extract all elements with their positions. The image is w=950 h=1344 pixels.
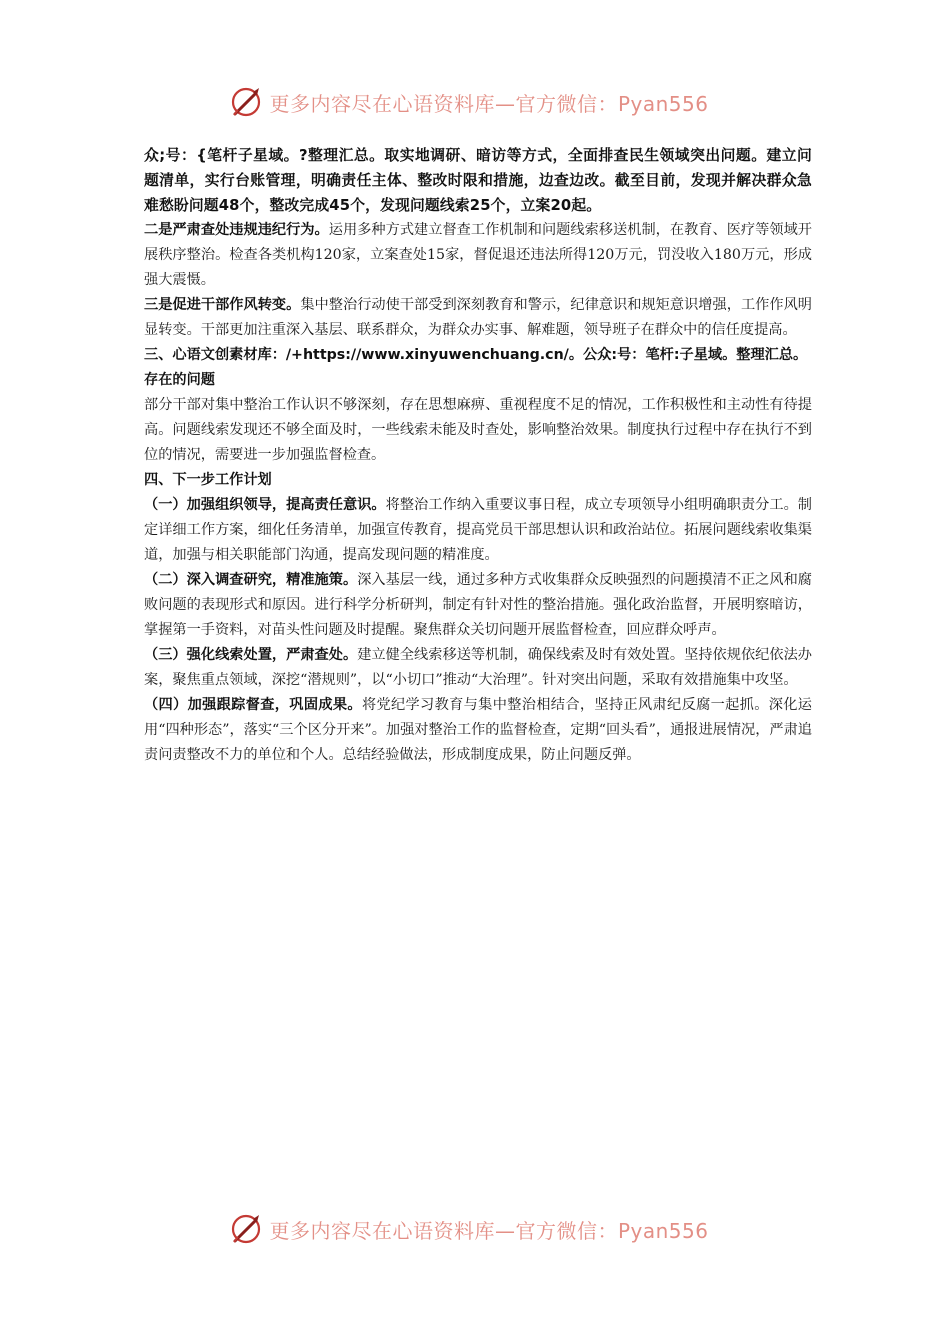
paragraph-3 xyxy=(144,293,812,343)
plan-item-1 xyxy=(144,493,812,568)
section-3-body: 部分干部对集中整治工作认识不够深刻，存在思想麻痹、重视程度不足的情况，工作积极性和主动性有待提高。问题线索发现还不够全面及时，一些线索未能及时查处，影响整治效果。制度执行过程中存在执行不到位的情况，需要进一步加强监督检查。 xyxy=(144,397,812,463)
footer-banner xyxy=(0,1209,950,1249)
pen-circle-logo-icon xyxy=(229,1211,265,1247)
plan-item-4-lead: （四）加强跟踪督查，巩固成果。 xyxy=(144,697,362,713)
paragraph-2-body: 运用多种方式建立督查工作机制和问题线索移送机制，在教育、医疗等领域开展秩序整治。检查各类机构120家，立案查处15家，督促退还违法所得120万元，罚没收入180万元，形成强大震慑。 xyxy=(144,222,812,288)
plan-item-1-lead: （一）加强组织领导，提高责任意识。 xyxy=(144,497,386,513)
paragraph-2-lead: 二是严肃查处违规违纪行为。 xyxy=(144,222,329,238)
plan-item-3-body: 建立健全线索移送等机制，确保线索及时有效处置。坚持依规依纪依法办案，聚焦重点领域，深挖“潜规则”，以“小切口”推动“大治理”。针对突出问题，采取有效措施集中攻坚。 xyxy=(144,647,812,688)
section-4-heading: 四、下一步工作计划 xyxy=(144,472,272,488)
section-3-heading: 三、心语文创素材库：/+https://www.xinyuwenchuang.cn/。公众:号：笔杆:子星域。整理汇总。存在的问题 xyxy=(144,347,808,388)
document-body xyxy=(144,143,812,768)
pen-circle-logo-icon xyxy=(229,84,265,120)
plan-item-2-body: 深入基层一线，通过多种方式收集群众反映强烈的问题摸清不正之风和腐败问题的表现形式和原因。进行科学分析研判，制定有针对性的整治措施。强化政治监督，开展明察暗访，掌握第一手资料，对苗头性问题及时提醒。聚焦群众关切问题开展监督检查，回应群众呼声。 xyxy=(144,572,812,638)
paragraph-intro: 众;号：{笔杆子星域。?整理汇总。取实地调研、暗访等方式，全面排查民生领域突出问题。建立问题清单，实行台账管理，明确责任主体、整改时限和措施，边查边改。截至目前，发现并解决群众急难愁盼问题48个，整改完成45个，发现问题线索25个，立案20起。 xyxy=(144,147,812,214)
plan-item-3-lead: （三）强化线索处置，严肃查处。 xyxy=(144,647,358,663)
plan-item-2 xyxy=(144,568,812,643)
plan-item-1-body: 将整治工作纳入重要议事日程，成立专项领导小组明确职责分工。制定详细工作方案，细化任务清单，加强宣传教育，提高党员干部思想认识和政治站位。拓展问题线索收集渠道，加强与相关职能部门沟通，提高发现问题的精准度。 xyxy=(144,497,812,563)
paragraph-3-lead: 三是促进干部作风转变。 xyxy=(144,297,301,313)
banner-text: 更多内容尽在心语资料库—官方微信：Pyan556 xyxy=(269,1218,709,1243)
plan-item-2-lead: （二）深入调查研究，精准施策。 xyxy=(144,572,358,588)
banner-text: 更多内容尽在心语资料库—官方微信：Pyan556 xyxy=(269,91,709,116)
header-banner xyxy=(0,82,950,122)
plan-item-4 xyxy=(144,693,812,768)
paragraph-3-body: 集中整治行动使干部受到深刻教育和警示，纪律意识和规矩意识增强，工作作风明显转变。干部更加注重深入基层、联系群众，为群众办实事、解难题，领导班子在群众中的信任度提高。 xyxy=(144,297,812,338)
plan-item-3 xyxy=(144,643,812,693)
plan-item-4-body: 将党纪学习教育与集中整治相结合，坚持正风肃纪反腐一起抓。深化运用“四种形态”，落实“三个区分开来”。加强对整治工作的监督检查，定期“回头看”，通报进展情况，严肃追责问责整改不力的单位和个人。总结经验做法，形成制度成果，防止问题反弹。 xyxy=(144,697,812,763)
paragraph-2 xyxy=(144,218,812,293)
